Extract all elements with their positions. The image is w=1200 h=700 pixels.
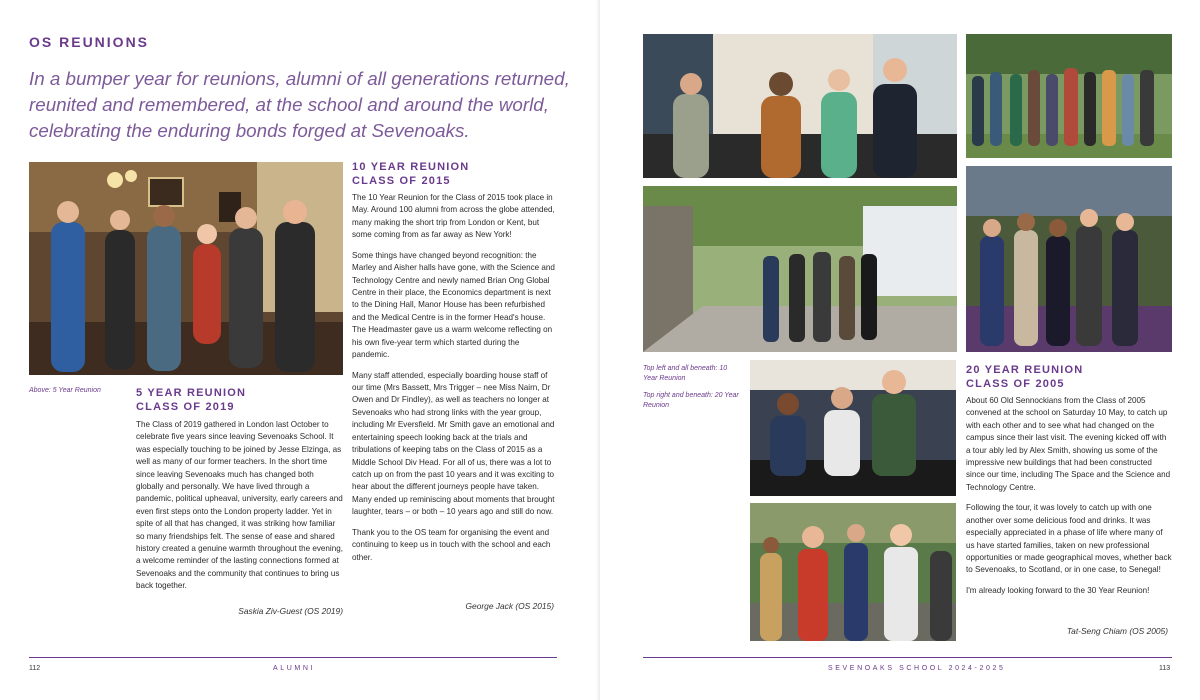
photo-20-year-group bbox=[966, 34, 1172, 158]
photo-10-year-table bbox=[750, 360, 956, 496]
caption-20-year: Top right and beneath: 20 Year Reunion bbox=[643, 392, 739, 409]
paragraph: About 60 Old Sennockians from the Class of 2005 convened at the school on Saturday 10 May, to catch up with each other and to see what had changed on the campus since their last visit. The evening kicked off with a tour ably led by Alex Smith, showing us some of the impressive new buildings that had been constructed since our time, including The Space and the Science and Technology Centre. bbox=[966, 396, 1171, 492]
heading-line-2: CLASS OF 2019 bbox=[136, 401, 235, 413]
photo-5-year-reunion bbox=[29, 162, 343, 375]
page-number: 112 bbox=[29, 665, 41, 672]
heading-line-1: 10 YEAR REUNION bbox=[352, 161, 470, 173]
body-5-year-reunion bbox=[136, 419, 343, 601]
paragraph: Some things have changed beyond recognition: the Marley and Aisher halls have gone, with the Science and Technology Centre and newly named Brian Ong Global Centre in their place, the Economics department is next to the Dining Hall, Manor House has been refurbished and the Medical Centre is in the former Head's house. The Headmaster gave us a warm welcome reflecting on his own five-year term which started during the pandemic. bbox=[352, 250, 555, 360]
photo-20-year-conversation bbox=[966, 166, 1172, 352]
paragraph: Thank you to the OS team for organising the event and continuing to keep us in touch with the school and each other. bbox=[352, 527, 551, 562]
heading-line-2: CLASS OF 2005 bbox=[966, 378, 1065, 390]
paragraph: Following the tour, it was lovely to catch up with one another over some delicious food and drinks. It was especially appreciated in a phase of life where many of us have started families, taken on new professional opportunities or made geographical moves, whether back to Sevenoaks, to Scotland, or in one case, to Senegal! bbox=[966, 503, 1172, 575]
heading-line-1: 20 YEAR REUNION bbox=[966, 364, 1084, 376]
body-20-year-reunion bbox=[966, 395, 1172, 606]
folio: SEVENOAKS SCHOOL 2024-2025 bbox=[828, 665, 1006, 672]
photo-10-year-drinks bbox=[643, 34, 957, 178]
section-title: OS REUNIONS bbox=[29, 34, 150, 50]
right-page bbox=[600, 0, 1200, 700]
caption-10-year: Top left and all beneath: 10 Year Reunion bbox=[643, 365, 728, 382]
paragraph: I'm already looking forward to the 30 Year Reunion! bbox=[966, 586, 1150, 596]
folio: ALUMNI bbox=[273, 665, 316, 672]
heading-20-year-reunion bbox=[966, 363, 1083, 391]
intro-text: In a bumper year for reunions, alumni of all generations returned, reunited and remembered, at the school and around the world, celebrating the enduring bonds forged at Sevenoaks. bbox=[29, 68, 570, 141]
heading-10-year-reunion bbox=[352, 160, 469, 188]
body-10-year-reunion bbox=[352, 192, 558, 572]
photo-caption-5-year: Above: 5 Year Reunion bbox=[29, 387, 101, 394]
heading-5-year-reunion bbox=[136, 386, 246, 414]
signature-10-year: George Jack (OS 2015) bbox=[465, 601, 554, 611]
photo-10-year-garden bbox=[643, 186, 957, 352]
paragraph: The 10 Year Reunion for the Class of 2015 took place in May. Around 100 alumni from across the globe attended, many making the short trip from London or Kent, but some coming from as far away as New York! bbox=[352, 193, 555, 240]
signature-5-year: Saskia Ziv-Guest (OS 2019) bbox=[238, 606, 343, 616]
page-number: 113 bbox=[1159, 665, 1171, 672]
footer-rule bbox=[29, 657, 557, 658]
signature-20-year: Tat-Seng Chiam (OS 2005) bbox=[1066, 626, 1168, 636]
heading-line-2: CLASS OF 2015 bbox=[352, 175, 451, 187]
heading-line-1: 5 YEAR REUNION bbox=[136, 387, 247, 399]
photo-10-year-friends bbox=[750, 503, 956, 641]
paragraph: The Class of 2019 gathered in London last October to celebrate five years since leaving Sevenoaks School. It was especially touching to be joined by Jesse Elzinga, as well as many of our former teachers. In the short time since leaving Sevenoaks much has changed both globally and personally. We have lived through a pandemic, political upheaval, university, early careers and even first steps onto the London property ladder. Yet in spite of all that has changed, it was striking how familiar so many friendships felt. The sense of ease and shared history created a genuine warmth throughout the evening, a welcome reminder of the lasting connections formed at Sevenoaks and the community that continues to bring us back together. bbox=[136, 420, 343, 591]
footer-rule bbox=[643, 657, 1172, 658]
photo-captions-right bbox=[643, 364, 743, 418]
paragraph: Many staff attended, especially boarding house staff of our time (Mrs Bassett, Mrs Trigger – nee Miss Nairn, Dr Owen and Dr Findley), as well as teachers no longer at Sevenoaks who had strong links with the year group, including Mr Eversfield. Mr Smith gave an emotional and entertaining speech looking back at the trials and tribulations of keeping tabs on the Class of 2015 as a Middle School Div Head. For all of us, there was a lot to catch up on from the past 10 years and it was exciting to hear about the different journeys people have taken. Many ended up reminiscing about moments that brought laughter, tears – or both – 10 years ago and still do now. bbox=[352, 370, 555, 517]
